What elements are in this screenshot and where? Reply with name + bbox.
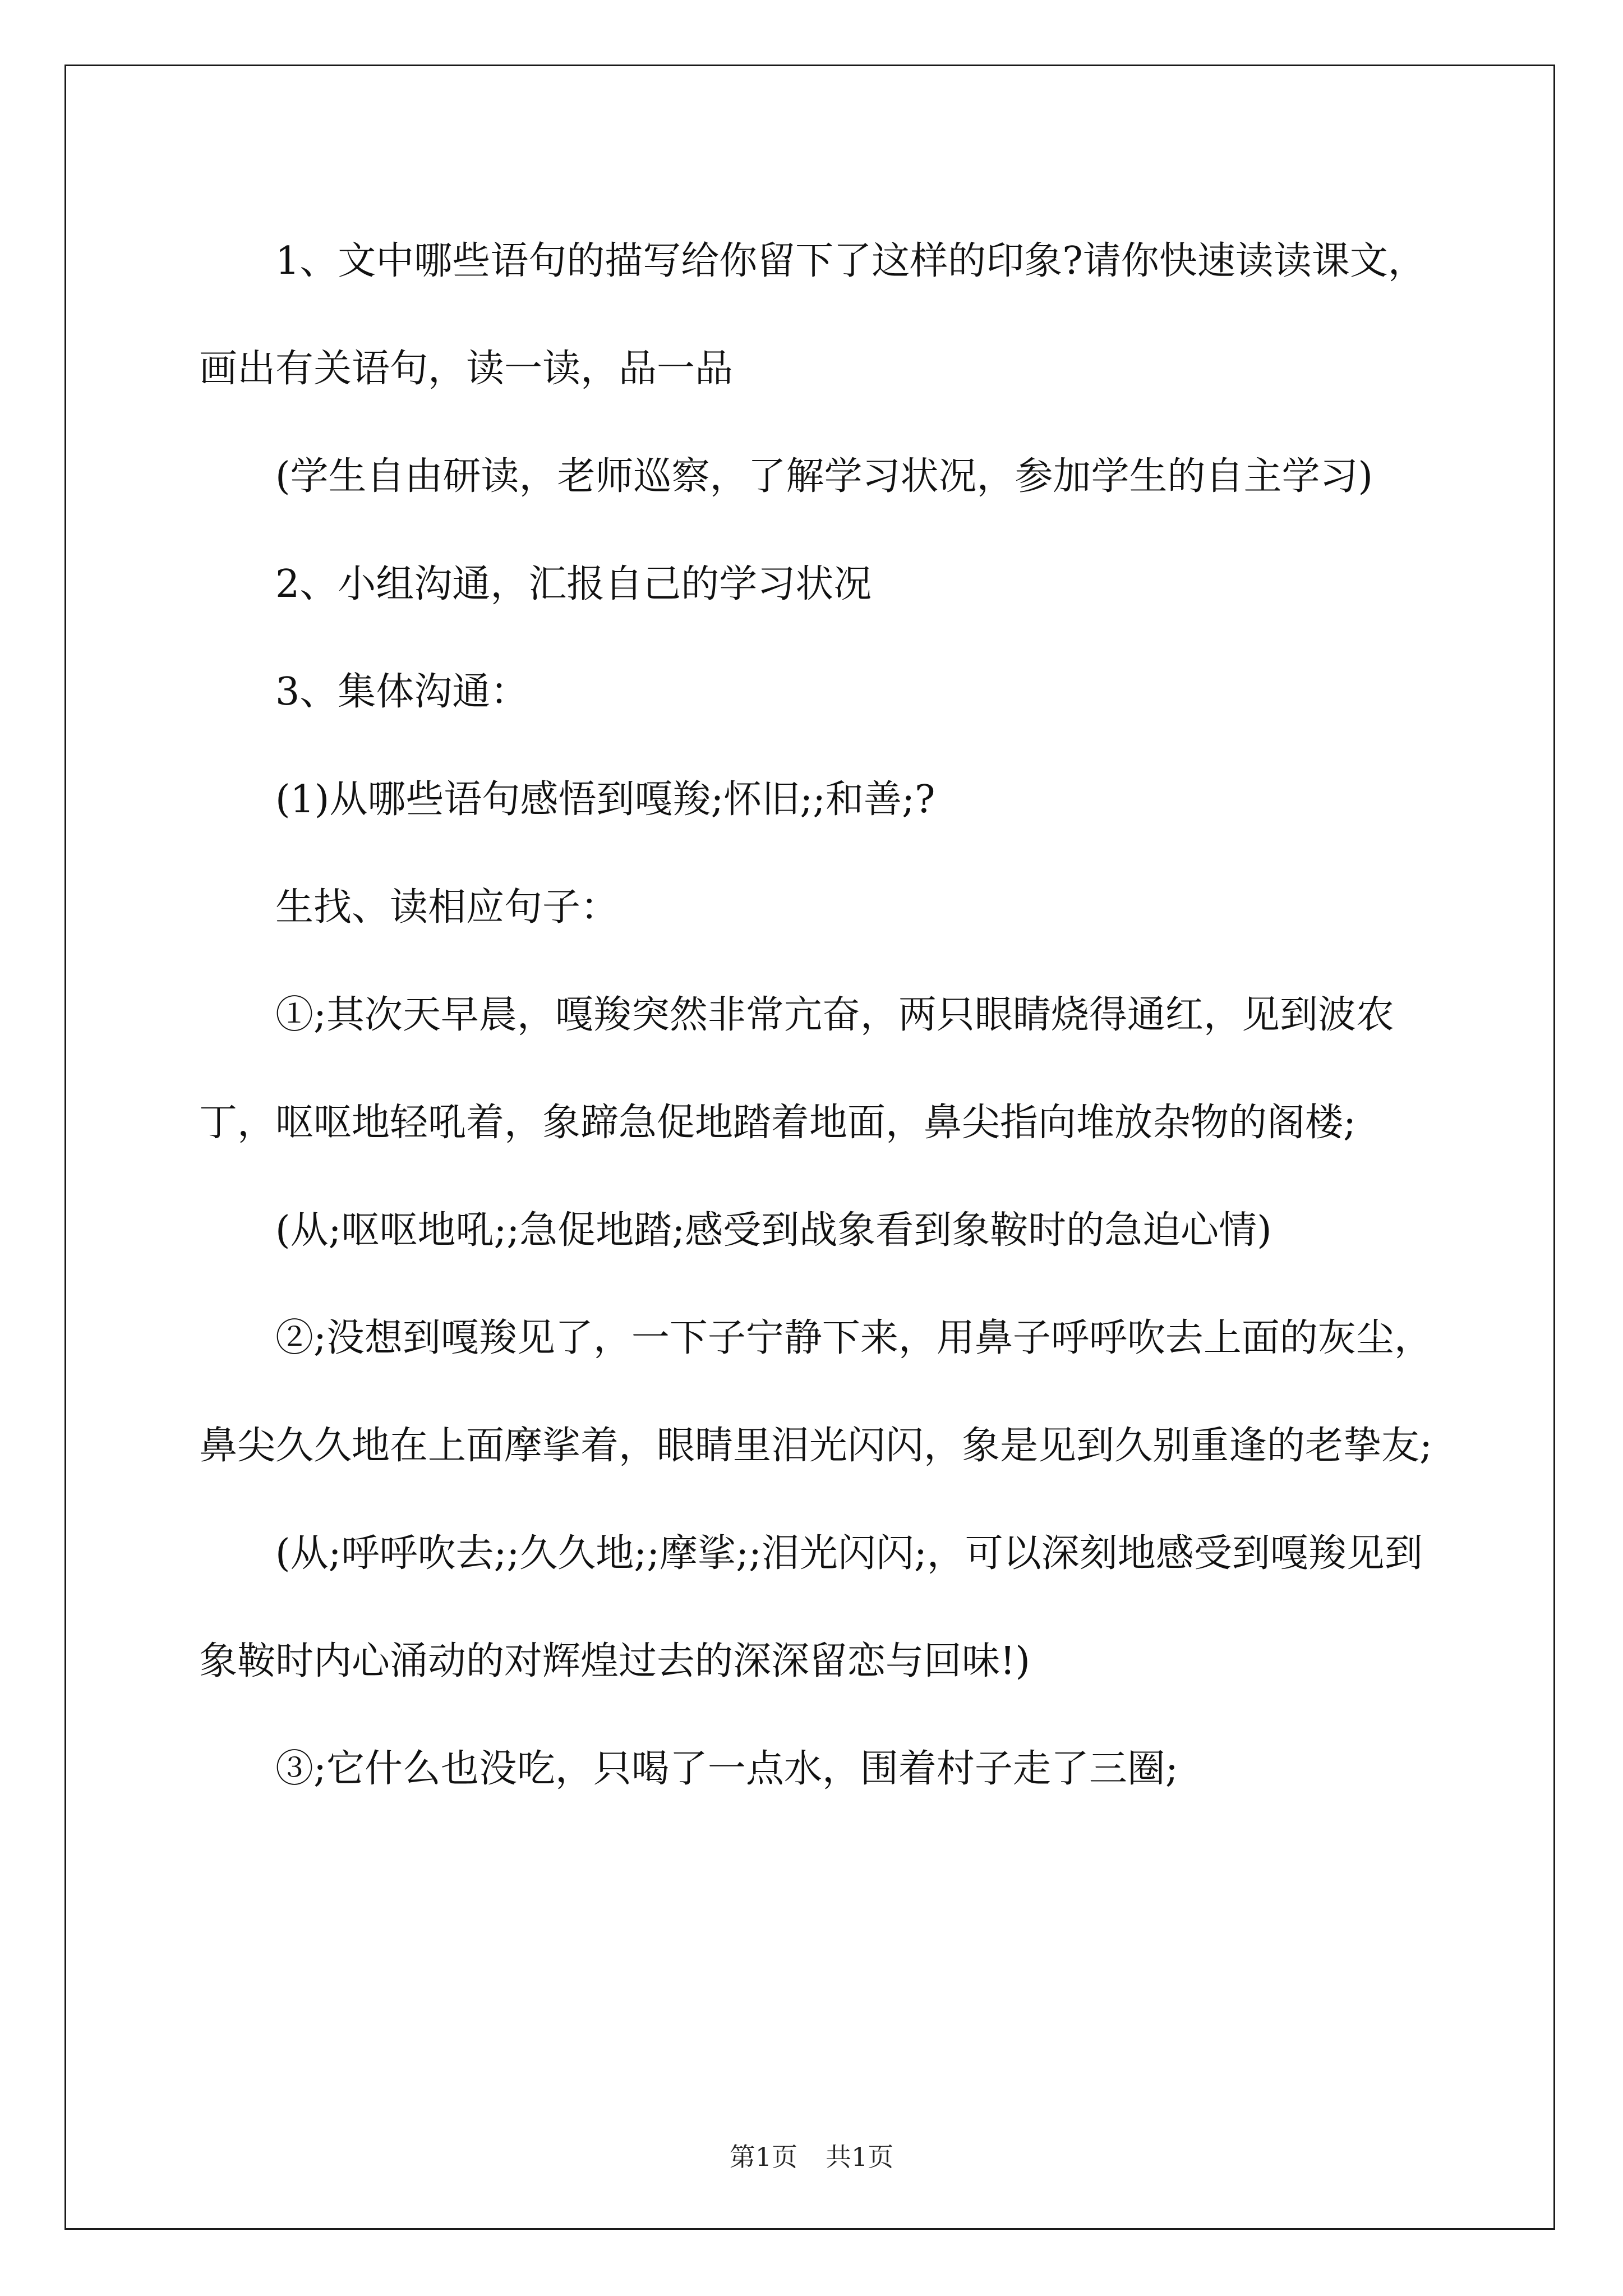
page-total: 共1页 xyxy=(826,2142,894,2172)
paragraph-4: 3、集体沟通： xyxy=(275,670,529,714)
paragraph-7: ①;其次天早晨，嘎羧突然非常亢奋，两只眼睛烧得通红，见到波农丁，呕呕地轻吼着，象蹄急促地踏着地面，鼻尖指向堆放杂物的阁楼; xyxy=(199,993,1394,1145)
document-body xyxy=(199,208,1433,1823)
page-number: 第1页 xyxy=(729,2142,797,2172)
paragraph-11: ③;它什么也没吃，只喝了一点水，围着村子走了三圈; xyxy=(275,1747,1178,1791)
paragraph-9: ②;没想到嘎羧见了，一下子宁静下来，用鼻子呼呼吹去上面的灰尘，鼻尖久久地在上面摩挲着，眼睛里泪光闪闪，象是见到久别重逢的老挚友; xyxy=(199,1316,1432,1468)
paragraph-5: (1)从哪些语句感悟到嘎羧;怀旧;;和善;? xyxy=(275,777,935,822)
paragraph-1: 1、文中哪些语句的描写给你留下了这样的印象?请你快速读读课文，画出有关语句，读一读，品一品 xyxy=(199,239,1426,391)
paragraph-10: (从;呼呼吹去;;久久地;;摩挲;;泪光闪闪;，可以深刻地感受到嘎羧见到象鞍时内心涌动的对辉煌过去的深深留恋与回味!) xyxy=(199,1531,1423,1683)
paragraph-8: (从;呕呕地吼;;急促地踏;感受到战象看到象鞍时的急迫心情) xyxy=(275,1208,1272,1253)
paragraph-2: (学生自由研读，老师巡察，了解学习状况，参加学生的自主学习) xyxy=(275,454,1373,499)
paragraph-6: 生找、读相应句子： xyxy=(275,885,619,930)
paragraph-3: 2、小组沟通，汇报自己的学习状况 xyxy=(275,562,872,606)
page-footer xyxy=(0,2140,1623,2174)
